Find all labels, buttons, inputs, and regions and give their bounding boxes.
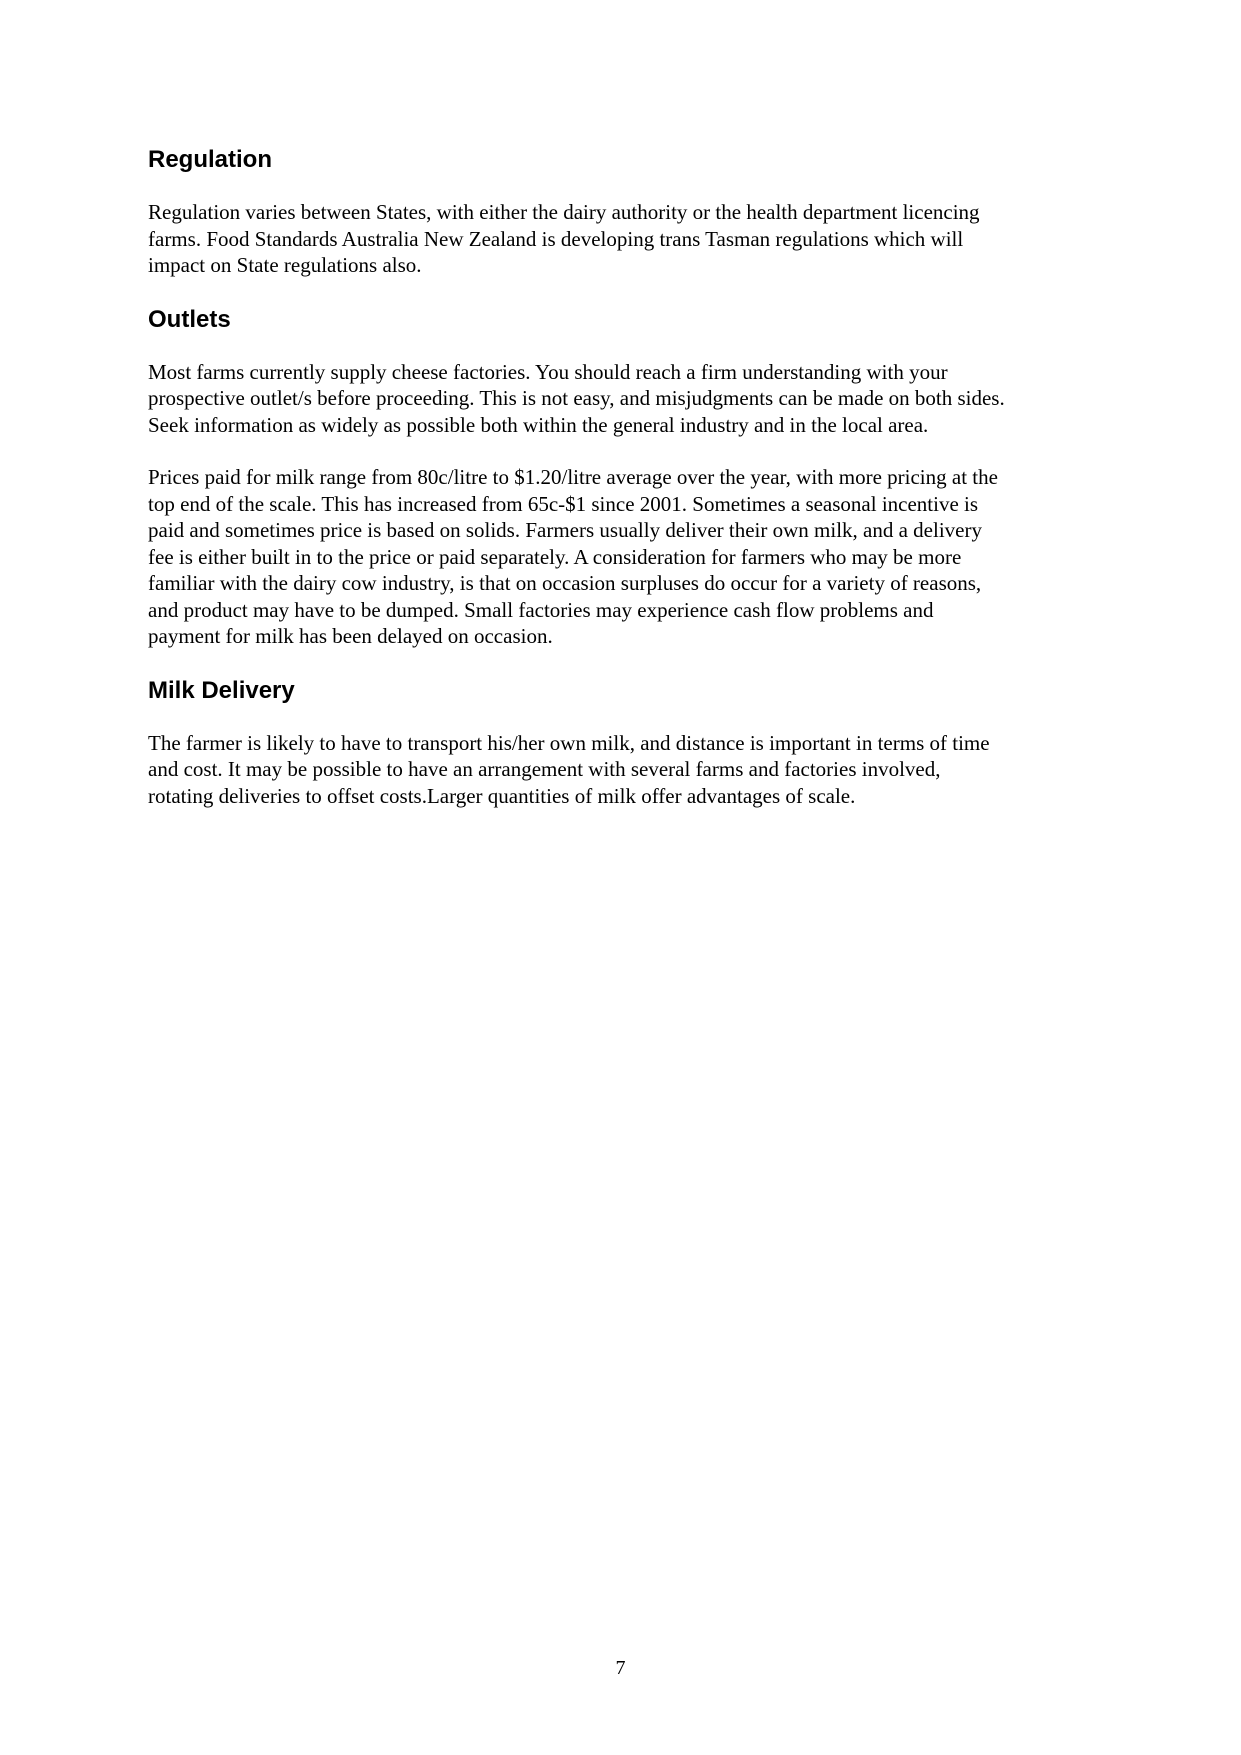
paragraph-milk-delivery: The farmer is likely to have to transport his/her own milk, and distance is important in terms of time and cost. It may be possible to have an arrangement with several farms and factories involved, rotating deliveries to offset costs.Larger quantities of milk offer advantages of scale. bbox=[148, 730, 990, 808]
section-heading-regulation: Regulation bbox=[148, 146, 272, 173]
section-heading-outlets: Outlets bbox=[148, 305, 231, 333]
section-milk-delivery bbox=[148, 676, 1098, 810]
section-heading-milk-delivery: Milk Delivery bbox=[148, 676, 295, 704]
page-number: 7 bbox=[615, 1657, 626, 1679]
page-content bbox=[148, 145, 1098, 835]
section-outlets bbox=[148, 305, 1098, 650]
paragraph-outlets-supply: Most farms currently supply cheese factories. You should reach a firm understanding with your prospective outlet/s before proceeding. This is not easy, and misjudgments can be made on both sides. Seek information as widely as possible both within the general industry and in the local area. bbox=[148, 359, 1005, 437]
paragraph-regulation: Regulation varies between States, with either the dairy authority or the health department licencing farms. Food Standards Australia New Zealand is developing trans Tasman regulations which will impact on State regulations also. bbox=[148, 200, 980, 277]
paragraph-outlets-prices: Prices paid for milk range from 80c/litre to $1.20/litre average over the year, with more pricing at the top end of the scale. This has increased from 65c-$1 since 2001. Sometimes a seasonal incentive is paid and sometimes price is based on solids. Farmers usually deliver their own milk, and a delivery fee is either built in to the price or paid separately. A consideration for farmers who may be more familiar with the dairy cow industry, is that on occasion surpluses do occur for a variety of reasons, and product may have to be dumped. Small factories may experience cash flow problems and payment for milk has been delayed on occasion. bbox=[148, 465, 998, 648]
section-regulation bbox=[148, 145, 1098, 279]
